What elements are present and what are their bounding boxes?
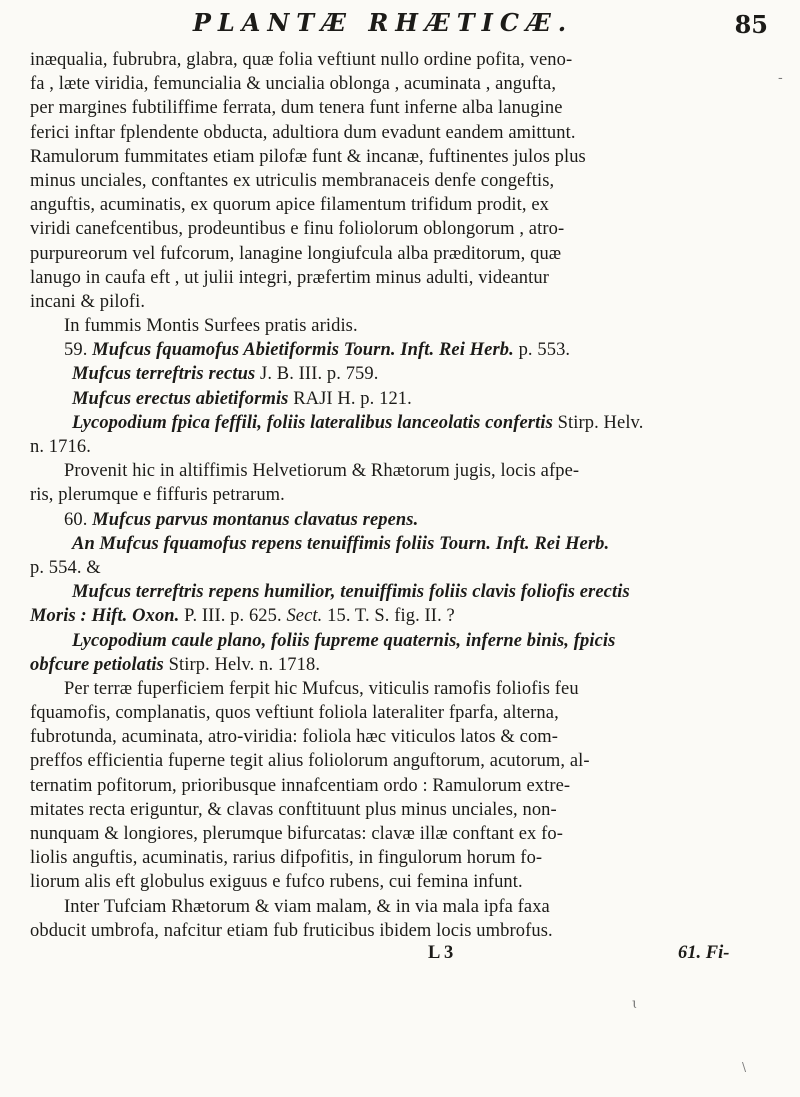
text-line (30, 919, 800, 943)
text-line (30, 145, 800, 169)
text-line (30, 121, 800, 145)
text-segment: obducit umbrofa, nafcitur etiam fub fruticibus ibidem locis umbrofus. (30, 920, 553, 941)
text-line (30, 653, 800, 677)
text-segment: In fummis Montis Surfees pratis aridis. (64, 316, 358, 337)
text-line (30, 774, 800, 798)
text-segment: Inter Tufciam Rhætorum & viam malam, & in via mala ipfa faxa (64, 896, 550, 917)
text-line (30, 96, 800, 120)
text-segment: Mufcus terreftris repens humilior, tenuiffimis foliis clavis foliofis erectis (72, 582, 630, 603)
text-line (30, 193, 800, 217)
text-segment: Moris : Hift. Oxon. (30, 606, 180, 627)
text-segment: Mufcus erectus abietiformis (72, 388, 289, 409)
text-line (30, 508, 800, 532)
text-line (30, 290, 800, 314)
text-segment: Mufcus terreftris rectus (72, 364, 256, 385)
text-line (30, 459, 800, 483)
signature-mark: L 3 (428, 943, 454, 963)
text-segment: Lycopodium caule plano, foliis fupreme quaternis, inferne binis, fpicis (72, 630, 616, 651)
text-segment: p. 553. (513, 340, 571, 361)
text-line (30, 629, 800, 653)
text-segment: fa , læte viridia, femuncialia & uncialia oblonga , acuminata , angufta, (30, 74, 557, 95)
text-line (30, 435, 800, 459)
text-segment: P. III. p. 625. (179, 606, 287, 627)
text-segment: minus unciales, conftantes ex utriculis membranaceis denfe congeftis, (30, 170, 555, 191)
text-line (30, 870, 800, 894)
text-line (30, 604, 800, 628)
text-segment: preffos efficientia fuperne tegit alius foliolorum anguftorum, acutorum, al- (30, 751, 590, 772)
text-segment: per margines fubtiliffime ferrata, dum tenera funt inferne alba lanugine (30, 98, 563, 119)
text-segment: nunquam & longiores, plerumque bifurcatas: clavæ illæ conftant ex fo- (30, 824, 563, 844)
text-segment: Sect. (286, 606, 323, 627)
text-line (30, 677, 800, 701)
text-segment: Per terræ fuperficiem ferpit hic Mufcus, viticulis ramofis foliofis feu (64, 678, 579, 699)
text-line (30, 362, 800, 386)
text-segment: p. 554. & (30, 557, 101, 578)
text-line (30, 749, 800, 773)
text-line (30, 798, 800, 822)
text-line (30, 314, 800, 338)
text-line (30, 701, 800, 725)
text-segment: 59. (64, 340, 93, 361)
text-segment: An Mufcus fquamofus repens tenuiffimis foliis Tourn. Inft. Rei Herb. (72, 533, 610, 554)
text-line (30, 338, 800, 362)
text-segment: mitates recta eriguntur, & clavas conftituunt plus minus unciales, non- (30, 799, 557, 820)
text-segment: Stirp. Helv. n. 1718. (163, 654, 321, 675)
margin-dash-mark: - (778, 70, 783, 86)
stray-mark: ɩ (632, 996, 638, 1012)
corner-mark: \ (742, 1060, 747, 1074)
text-segment: Ramulorum fummitates etiam pilofæ funt & incanæ, fuftinentes julos plus (30, 146, 586, 167)
text-segment: inæqualia, fubrubra, glabra, quæ folia veftiunt nullo ordine pofita, veno- (30, 50, 573, 70)
text-line (30, 725, 800, 749)
text-line (30, 72, 800, 96)
text-segment: purpureorum vel fufcorum, lanagine longiufcula alba præditorum, quæ (30, 243, 562, 264)
text-line (30, 48, 800, 72)
text-line (30, 266, 800, 290)
text-segment: liorum alis eft globulus exiguus e fufco rubens, cui femina infunt. (30, 872, 523, 893)
text-line (30, 242, 800, 266)
text-segment: Mufcus parvus montanus clavatus repens. (92, 509, 419, 530)
text-line (30, 822, 800, 846)
footer-line (30, 943, 770, 967)
text-segment: 60. (64, 509, 93, 530)
text-line (30, 846, 800, 870)
text-segment: Mufcus fquamofus Abietiformis Tourn. Inft. Rei Herb. (92, 340, 514, 361)
text-segment: ris, plerumque e fiffuris petrarum. (30, 485, 285, 506)
text-segment: obfcure petiolatis (30, 654, 164, 675)
text-segment: RAJI H. p. 121. (288, 388, 412, 409)
text-line (30, 895, 800, 919)
running-title: PLANTÆ RHÆTICÆ. (192, 8, 574, 37)
page-header (0, 6, 800, 46)
text-line (30, 483, 800, 507)
text-line (30, 169, 800, 193)
text-segment: viridi canefcentibus, prodeuntibus e finu foliolorum oblongorum , atro- (30, 219, 565, 240)
text-segment: incani & pilofi. (30, 291, 146, 312)
text-segment: fubrotunda, acuminata, atro-viridia: foliola hæc viticulos latos & com- (30, 727, 559, 748)
text-line (30, 387, 800, 411)
text-line (30, 556, 800, 580)
text-segment: J. B. III. p. 759. (255, 364, 379, 385)
text-segment: 15. T. S. fig. II. ? (322, 606, 455, 627)
text-segment: lanugo in caufa eft , ut julii integri, præfertim minus adulti, videantur (30, 267, 550, 288)
text-segment: anguftis, acuminatis, ex quorum apice filamentum trifidum prodit, ex (30, 195, 550, 216)
text-line (30, 411, 800, 435)
text-segment: n. 1716. (30, 437, 91, 457)
catchword: 61. Fi- (678, 943, 730, 963)
body-text (30, 48, 800, 943)
page-number: 85 (734, 10, 768, 39)
text-segment: Stirp. Helv. (552, 412, 644, 433)
text-segment: Provenit hic in altiffimis Helvetiorum & Rhætorum jugis, locis afpe- (64, 461, 580, 482)
text-line (30, 580, 800, 604)
text-line (30, 532, 800, 556)
text-segment: fquamofis, complanatis, quos veftiunt foliola lateraliter fparfa, alterna, (30, 703, 559, 724)
text-segment: Lycopodium fpica feffili, foliis lateralibus lanceolatis confertis (72, 412, 553, 433)
text-segment: ternatim pofitorum, prioribusque innafcentiam ordo : Ramulorum extre- (30, 775, 571, 796)
text-segment: ferici inftar fplendente obducta, adultiora dum evadunt eandem amittunt. (30, 122, 576, 143)
text-segment: liolis anguftis, acuminatis, rarius difpofitis, in fingulorum horum fo- (30, 848, 543, 869)
text-line (30, 217, 800, 241)
